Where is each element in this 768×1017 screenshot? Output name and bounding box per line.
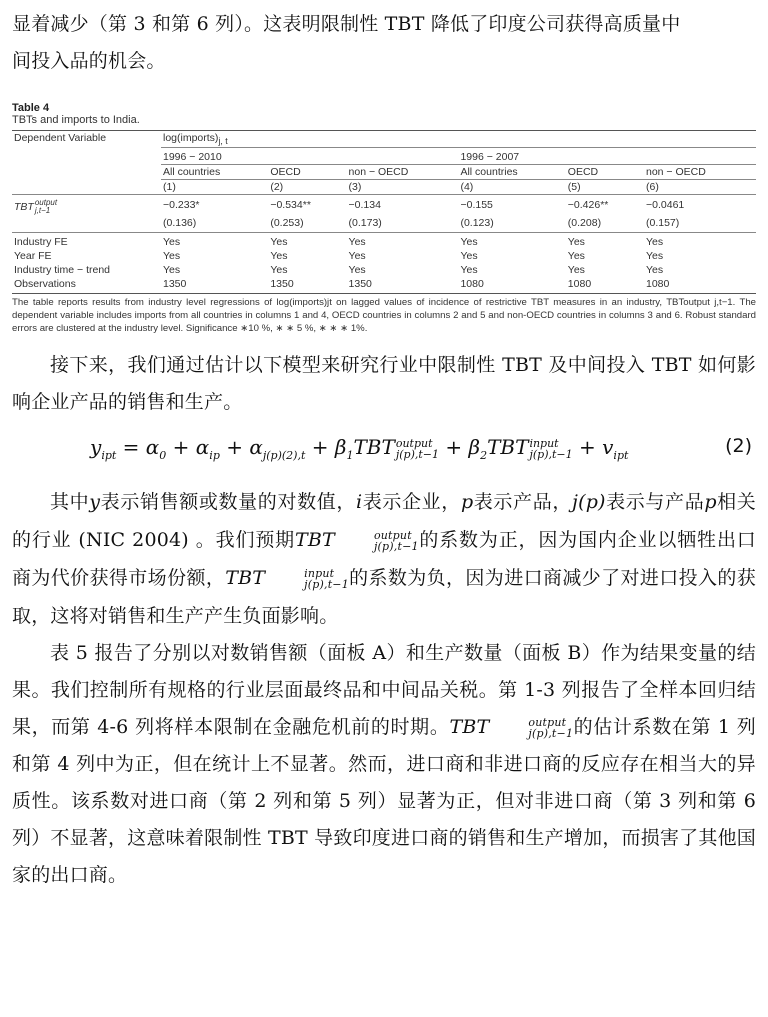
var-y: y: [89, 491, 101, 514]
para-table5: 表 5 报告了分别以对数销售额（面板 A）和生产数量（面板 B）作为结果变量的结果。我们控制所有规格的行业层面最终品和中间品关税。第 1-3 列报告了全样本回归结果，而第 4-6 列将样本限制在金融危机前的时期。TBT output j(p),t−1 的估计系数在第 1 列和第 4 列中为正，但在统计上不显著。然而，进口商和非进口商的反应存在相当大的异质性。该系数对进口商（第 2 列和第 5 列）显著为正，但对非进口商（第 3 列和第 6 列）不显著，这意味着限制性 TBT 导致印度进口商的销售和生产增加，而损害了其他国家的出口商。: [12, 642, 756, 887]
table-cell: Yes: [163, 264, 181, 277]
se-cell: (0.208): [567, 217, 602, 230]
coef-cell: −0.426**: [567, 199, 609, 212]
col-number: (2): [270, 181, 284, 194]
col-number: (5): [567, 181, 581, 194]
para-top-line1: 显着减少（第 3 和第 6 列）。这表明限制性 TBT 降低了印度公司获得高质量中: [12, 13, 681, 35]
para-top-line2: 间投入品的机会。: [12, 50, 166, 72]
equation-2: [0, 427, 768, 483]
row-label: Industry time − trend: [14, 264, 111, 277]
table-cell: Yes: [646, 264, 664, 277]
table-cell: Yes: [646, 250, 664, 263]
var-jp: j(p): [571, 491, 606, 514]
table-cell: Yes: [163, 236, 181, 249]
table-cell: Yes: [646, 236, 664, 249]
table-cell: Yes: [567, 250, 585, 263]
table-cell: Yes: [567, 236, 585, 249]
table-title: Table 4: [12, 102, 50, 114]
para-top: [0, 6, 768, 80]
table-cell: Yes: [348, 236, 366, 249]
se-cell: (0.173): [348, 217, 382, 230]
coef-cell: −0.0461: [646, 199, 685, 212]
table-grid: [12, 130, 756, 294]
dep-var-value: $\log(imports)_{j, t}$: [163, 132, 228, 147]
equation-number: (2): [725, 435, 752, 458]
coef-cell: −0.155: [460, 199, 493, 212]
table-cell: 1350: [270, 278, 294, 291]
coef-cell: −0.534**: [270, 199, 311, 212]
table-cell: Yes: [460, 264, 478, 277]
period-2: 1996 − 2007: [458, 148, 756, 165]
table-cell: Yes: [348, 250, 366, 263]
table-subtitle: TBTs and imports to India.: [12, 114, 140, 126]
table-cell: 1350: [348, 278, 372, 291]
para-intro-line2: 如何影响企业产品的销售和生产。: [12, 354, 756, 414]
col-header: OECD: [566, 165, 644, 180]
se-cell: (0.253): [270, 217, 304, 230]
col-number: (3): [348, 181, 362, 194]
table-cell: Yes: [270, 236, 288, 249]
table-cell: 1080: [646, 278, 670, 291]
page: [0, 6, 768, 1017]
col-number: (1): [163, 181, 176, 194]
table-cell: Yes: [348, 264, 366, 277]
var-p: p: [460, 491, 474, 514]
col-number: (4): [460, 181, 474, 194]
para-explain: 其中y表示销售额或数量的对数值，i表示企业，p表示产品，j(p)表示与产品p相关的行业 (NIC 2004) 。我们预期TBT output j(p),t−1 的系数为正，因为国内企业以牺牲出口商为代价获得市场份额，TBT input j(p),t−1 的系数为负，因为进口商减少了对进口投入的获取，这将对销售和生产产生负面影响。: [12, 491, 757, 628]
se-cell: (0.123): [460, 217, 494, 230]
tbt-input-inline: TBT input j(p),t−1: [225, 567, 349, 592]
var-p2: p: [704, 491, 717, 514]
period-1: 1996 − 2010: [161, 148, 458, 165]
coef-cell: −0.134: [348, 199, 381, 212]
row-label-tbt: TBT output j,t−1: [14, 198, 58, 216]
col-number: (6): [646, 181, 659, 194]
table-cell: 1350: [163, 278, 187, 291]
col-header: All countries: [161, 165, 268, 180]
para-intro-line1: 接下来，我们通过估计以下模型来研究行业中限制性 TBT 及中间投入 TBT: [50, 354, 692, 377]
table-cell: 1080: [460, 278, 484, 291]
col-header: non − OECD: [644, 165, 756, 180]
equation-body: $y_{ipt} = \alpha_0 + \alpha_{ip} + \alpha_{j(p)(2),t} + \beta_1TBT$ output j(p),t−1 + $\beta_2TBT$ input j(p),t−1 + $v_{ipt}$: [90, 435, 629, 463]
table-note: The table reports results from industry level regressions of log(imports)jt on lagged values of incidence of restrictive TBT measures in an industry, TBToutput j,t−1. The dependent variable includes imports from all countries in columns 1 and 4, OECD countries in columns 2 and 5 and non-OECD countries in columns 3 and 6. Robust standard errors are clustered at the industry level. Significance ∗10 %, ∗ ∗ 5 %, ∗ ∗ ∗ 1%.: [12, 297, 756, 335]
table-cell: 1080: [567, 278, 592, 291]
table-4: [0, 102, 768, 335]
table-cell: Yes: [460, 236, 478, 249]
row-label: Observations: [14, 278, 76, 291]
row-label: Industry FE: [14, 236, 68, 249]
row-label: Year FE: [14, 250, 52, 263]
table-cell: Yes: [270, 250, 288, 263]
var-i: i: [356, 491, 363, 514]
se-cell: (0.157): [646, 217, 680, 230]
coef-cell: −0.233*: [163, 199, 200, 212]
table-cell: Yes: [270, 264, 288, 277]
se-cell: (0.136): [163, 217, 197, 230]
para-intro: [0, 347, 768, 421]
table-cell: Yes: [163, 250, 181, 263]
col-header: OECD: [268, 165, 346, 180]
tbt-output-inline: TBT output j(p),t−1: [295, 529, 419, 554]
col-header: non − OECD: [347, 165, 459, 180]
table-cell: Yes: [460, 250, 478, 263]
col-header: All countries: [458, 165, 565, 180]
tbt-output-inline-2: TBT output j(p),t−1: [449, 716, 574, 741]
dep-var-label: Dependent Variable: [14, 132, 107, 144]
table-cell: Yes: [567, 264, 585, 277]
